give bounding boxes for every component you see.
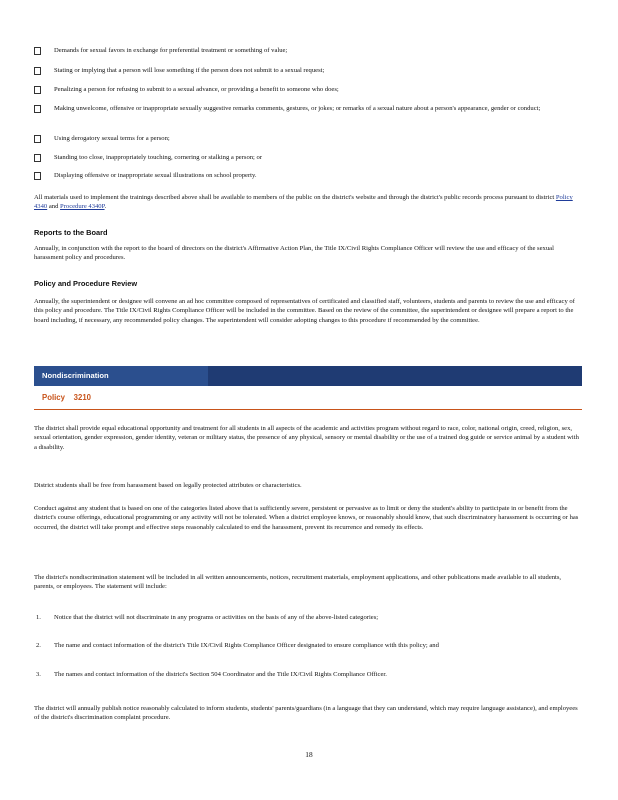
checkbox-bullet-icon (34, 153, 42, 161)
nondisc-paragraph-5: The district will annually publish notice reasonably calculated to inform students, students' parents/guardians (in a language that they can understand, which may require language assistance), and employees of the district's discrimination complaint procedure. (34, 705, 578, 722)
page-number: 18 (305, 750, 313, 759)
materials-paragraph: All materials used to implement the trainings described above shall be available to members of the public on the district's website and through the district's public records process pursuant to district Policy 4340 and Procedure 4340P. (34, 194, 573, 211)
policy-number: Policy 3210 (42, 393, 91, 402)
section-divider (34, 409, 582, 410)
nondisc-paragraph-2: District students shall be free from harassment based on legally protected attributes or characteristics. (34, 482, 302, 489)
nondisc-paragraph-4: The district's nondiscrimination statement will be included in all written announcements, notices, recruitment materials, employment applications, and other publications made available to all students, parents, or employees. The statement will include: (34, 574, 562, 591)
checkbox-bullet-icon (34, 85, 42, 93)
nondisc-paragraph-3: Conduct against any student that is based on one of the categories listed above that is sufficiently severe, persistent or pervasive as to limit or deny the student's ability to participate in or benefit from the district's course offerings, educational programming or any activity will not be tolerated. When a district employee knows, or reasonably should know, that such discriminatory harassment is occurring or has occurred, the district will take prompt and effective steps reasonably calculated to end the harassment, prevent its recurrence and remedy its effects. (34, 505, 579, 531)
checkbox-bullet-icon (34, 171, 42, 179)
procedure-4340p-link[interactable]: Procedure 4340P (60, 203, 105, 211)
reports-heading: Reports to the Board (34, 228, 108, 237)
policy-4340-link[interactable]: Policy 4340 (34, 194, 573, 211)
section-title: Nondiscrimination (42, 371, 109, 380)
checkbox-bullet-icon (34, 104, 42, 112)
nondisc-paragraph-1: The district shall provide equal educational opportunity and treatment for all students in all aspects of the academic and activities program without regard to race, color, national origin, creed, religion, sex, sexual orientation, gender expression, gender identity, veteran or military status, the presence of any physical, sensory or mental disability or the use of a trained dog guide or service animal by a student with a disability. (34, 425, 579, 451)
section-banner (34, 366, 582, 386)
checkbox-bullet-icon (34, 46, 42, 54)
document-page: Demands for sexual favors in exchange for preferential treatment or something of value; Stating or implying that a person will lose something if the person does not submit to a sexual request; Penalizing a person for refusing to submit to a sexual advance, or providing a benefit to someone who does; Making unwelcome, offensive or inappropriate sexually suggestive remarks comments, gestures, or jokes; or remarks of a sexual nature about a person's appearance, gender or conduct; Using derogatory sexual terms for a person; Standing too close, inappropriately touching, cornering or stalking a person; or Displaying offensive or inappropriate sexual illustrations on school property. All materials used to implement the trainings described above shall be available to members of the public on the district's website and through the district's public records process pursuant to district Policy 4340 and Procedure 4340P. Reports to the Board Annually, in conjunction with the report to the board of directors on the district's Affirmative Action Plan, the Title IX/Civil Rights Compliance Officer will review the use and efficacy of the sexual harassment policy and procedures. Policy and Procedure Review Annually, the superintendent or designee will convene an ad hoc committee composed of representatives of certificated and classified staff, volunteers, students and parents to review the use and efficacy of this policy and procedure. The Title IX/Civil Rights Compliance Officer will be included in the committee. Based on the review of the committee, the superintendent or designee will prepare a report to the board including, if necessary, any recommended policy changes. The superintendent will consider adopting changes to this procedure if recommended by the committee. Nondiscrimination Policy 3210 The district shall provide equal educational opportunity and treatment for all students in all aspects of the academic and activities program without regard to race, color, national origin, creed, religion, sex, sexual orientation, gender expression, gender identity, veteran or military status, the presence of any physical, sensory or mental disability or the use of a trained dog guide or service animal by a student with a disability. District students shall be free from harassment based on legally protected attributes or characteristics. Conduct against any student that is based on one of the categories listed above that is sufficiently severe, persistent or pervasive as to limit or deny the student's ability to participate in or benefit from the district's course offerings, educational programming or any activity will not be tolerated. When a district employee knows, or reasonably should know, that such discriminatory harassment is occurring or has occurred, the district will take prompt and effective steps reasonably calculated to end the harassment, prevent its recurrence and remedy its effects. The district's nondiscrimination statement will be included in all written announcements, notices, recruitment materials, employment applications, and other publications made available to all students, parents, or employees. The statement will include: 1. Notice that the district will not discriminate in any programs or activities on the basis of any of the above-listed categories; 2. The name and contact information of the district's Title IX/Civil Rights Compliance Officer designated to ensure compliance with this policy; and 3. The names and contact information of the district's Section 504 Coordinator and the Title IX/Civil Rights Compliance Officer. The district will annually publish notice reasonably calculated to inform students, students' parents/guardians (in a language that they can understand, which may require language assistance), and employees of the district's discrimination complaint procedure. 18 (0, 0, 618, 800)
review-heading: Policy and Procedure Review (34, 279, 138, 288)
review-paragraph: Annually, the superintendent or designee will convene an ad hoc committee composed of representatives of certificated and classified staff, volunteers, students and parents to review the use and efficacy of this policy and procedure. The Title IX/Civil Rights Compliance Officer will be included in the committee. Based on the review of the committee, the superintendent or designee will prepare a report to the board including, if necessary, any recommended policy changes. The superintendent will consider adopting changes to this procedure if recommended by the committee. (34, 298, 575, 324)
checkbox-bullet-icon (34, 66, 42, 74)
reports-paragraph: Annually, in conjunction with the report to the board of directors on the district's Affirmative Action Plan, the Title IX/Civil Rights Compliance Officer will review the use and efficacy of the sexual harassment policy and procedures. (34, 245, 554, 262)
checkbox-bullet-icon (34, 134, 42, 142)
